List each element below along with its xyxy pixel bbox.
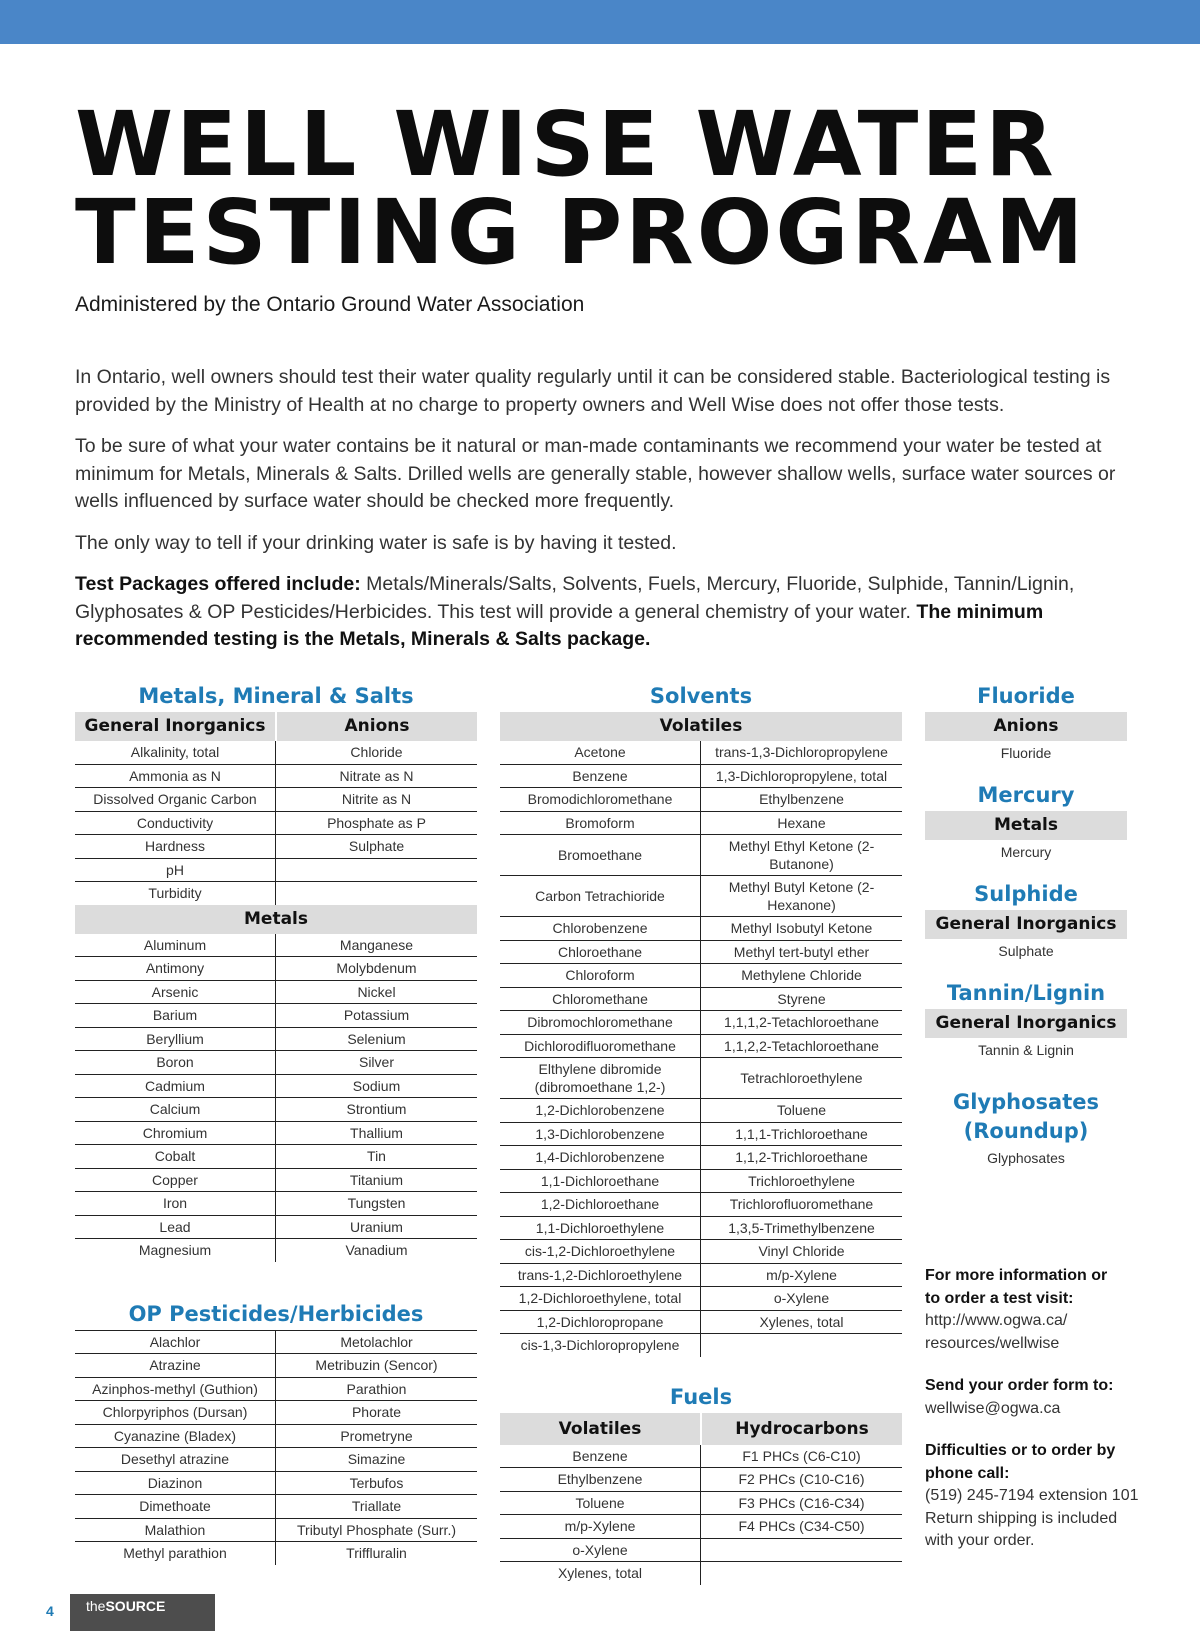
table-cell: Azinphos-methyl (Guthion) — [75, 1378, 276, 1402]
table-cell: Methylene Chloride — [701, 964, 902, 988]
metals-section-title: Metals, Mineral & Salts — [138, 684, 414, 708]
column-metals — [75, 680, 477, 1565]
intro-paragraph-2: To be sure of what your water contains be it natural or man-made contaminants we recommend your water be tested at minimum for Metals, Minerals & Salts. Drilled wells are generally stable, however shallow wells, surface water sources or wells influenced by surface water should be checked more frequently. — [75, 435, 1116, 512]
intro-paragraph-1: In Ontario, well owners should test their water quality regularly until it can be considered stable. Bacteriological testing is provided by the Ministry of Health at no charge to property owners and Well Wise does not offer those tests. — [75, 366, 1111, 416]
metals-header: Metals — [244, 908, 308, 929]
table-cell: Calcium — [75, 1098, 276, 1122]
phone-heading-2: phone call: — [925, 1464, 1010, 1482]
table-cell: Arsenic — [75, 981, 276, 1005]
table-cell: Chlorobenzene — [500, 917, 701, 941]
table-cell: Beryllium — [75, 1028, 276, 1052]
sulphide-item: Sulphate — [998, 943, 1054, 959]
table-cell: Dimethoate — [75, 1495, 276, 1519]
table-cell: o-Xylene — [500, 1539, 701, 1563]
table-cell: Benzene — [500, 1445, 701, 1469]
general-inorganics-header: General Inorganics — [75, 712, 277, 741]
table-cell: Boron — [75, 1051, 276, 1075]
table-cell: Triallate — [276, 1495, 477, 1519]
contact-info — [925, 1265, 1145, 1573]
brand-the: the — [86, 1598, 106, 1614]
table-cell — [701, 1539, 902, 1563]
table-cell: F2 PHCs (C10-C16) — [701, 1468, 902, 1492]
table-cell: Dibromochloromethane — [500, 1011, 701, 1035]
table-cell: 1,1-Dichloroethylene — [500, 1217, 701, 1241]
more-info-block — [925, 1265, 1145, 1355]
table-cell: Atrazine — [75, 1354, 276, 1378]
table-cell: Malathion — [75, 1519, 276, 1543]
table-cell: 1,2-Dichloroethane — [500, 1193, 701, 1217]
table-cell: F1 PHCs (C6-C10) — [701, 1445, 902, 1469]
table-cell: Metribuzin (Sencor) — [276, 1354, 477, 1378]
send-order-heading: Send your order form to: — [925, 1377, 1114, 1394]
solvents-table — [500, 741, 902, 1357]
table-cell: Barium — [75, 1004, 276, 1028]
table-cell: Parathion — [276, 1378, 477, 1402]
table-cell: Trichloroethylene — [701, 1170, 902, 1194]
table-cell: m/p-Xylene — [500, 1515, 701, 1539]
fuels-section-title: Fuels — [669, 1384, 733, 1409]
tannin-header-row — [925, 1009, 1127, 1038]
table-cell — [701, 1334, 902, 1357]
phone-number: (519) 245-7194 extension 101 — [925, 1487, 1139, 1504]
fuels-table — [500, 1445, 902, 1585]
table-cell: Terbufos — [276, 1472, 477, 1496]
table-cell — [276, 859, 477, 883]
table-cell: Sulphate — [276, 835, 477, 859]
table-cell: Benzene — [500, 765, 701, 789]
table-cell: Nickel — [276, 981, 477, 1005]
table-cell: Ethylbenzene — [500, 1468, 701, 1492]
table-cell — [701, 1562, 902, 1585]
table-cell: Elthylene dibromide (dibromoethane 1,2-) — [500, 1058, 701, 1099]
volatiles-header: Volatiles — [659, 716, 743, 736]
metals-subheader-row — [75, 905, 477, 934]
anions-header: Anions — [277, 712, 477, 741]
table-cell: Toluene — [500, 1492, 701, 1516]
table-cell: Hexane — [701, 812, 902, 836]
table-cell: Simazine — [276, 1448, 477, 1472]
table-cell: Chromium — [75, 1122, 276, 1146]
metals-header-row — [75, 712, 477, 741]
table-cell: Aluminum — [75, 934, 276, 958]
table-cell: Dichlorodifluoromethane — [500, 1035, 701, 1059]
table-cell: 1,1,1,2-Tetachloroethane — [701, 1011, 902, 1035]
table-cell — [276, 882, 477, 905]
op-section-title: OP Pesticides/Herbicides — [128, 1301, 424, 1326]
table-cell: Iron — [75, 1192, 276, 1216]
table-cell: Toluene — [701, 1099, 902, 1123]
metals-table-2 — [75, 934, 477, 1262]
email-link[interactable]: wellwise@ogwa.ca — [925, 1399, 1061, 1417]
table-cell: 1,3-Dichloropropylene, total — [701, 765, 902, 789]
table-cell: trans-1,2-Dichloroethylene — [500, 1264, 701, 1288]
table-cell: F4 PHCs (C34-C50) — [701, 1515, 902, 1539]
table-cell: Dissolved Organic Carbon — [75, 788, 276, 812]
fluoride-header-row — [925, 712, 1127, 741]
top-color-bar — [0, 0, 1200, 44]
table-cell: Nitrite as N — [276, 788, 477, 812]
shipping-note-2: with your order. — [925, 1532, 1035, 1549]
table-cell: Silver — [276, 1051, 477, 1075]
table-cell: Copper — [75, 1169, 276, 1193]
phone-block — [925, 1440, 1145, 1553]
table-cell: cis-1,2-Dichloroethylene — [500, 1240, 701, 1264]
table-cell: pH — [75, 859, 276, 883]
glyphosates-title-line-1: Glyphosates — [953, 1090, 1099, 1114]
table-cell: Cyanazine (Bladex) — [75, 1425, 276, 1449]
glyphosates-title-line-2: (Roundup) — [963, 1119, 1089, 1143]
table-cell: Ethylbenzene — [701, 788, 902, 812]
metals-table-1 — [75, 741, 477, 905]
table-cell: cis-1,3-Dichloropropylene — [500, 1334, 701, 1357]
table-cell: Prometryne — [276, 1425, 477, 1449]
packages-text: Metals/Minerals/Salts, Solvents, Fuels, Mercury, Fluoride, Sulphide, Tannin/Lignin, Glyphosates & OP Pesticides/Herbicides. This test will provide a general chemistry of your water. — [75, 573, 1075, 623]
table-cell: Bromoethane — [500, 835, 701, 876]
table-cell: Xylenes, total — [500, 1562, 701, 1585]
table-cell: Vinyl Chloride — [701, 1240, 902, 1264]
more-info-heading-1: For more information or — [925, 1267, 1108, 1284]
table-cell: Turbidity — [75, 882, 276, 905]
table-cell: Alachlor — [75, 1331, 276, 1355]
sulphide-section-title: Sulphide — [974, 882, 1078, 906]
table-cell: 1,2-Dichlorobenzene — [500, 1099, 701, 1123]
packages-label: Test Packages offered include: — [75, 573, 361, 595]
mercury-metals-header: Metals — [994, 815, 1058, 835]
phone-heading-1: Difficulties or to order by — [925, 1442, 1116, 1459]
table-cell: 1,4-Dichlorobenzene — [500, 1146, 701, 1170]
table-cell: Tin — [276, 1145, 477, 1169]
table-cell: Desethyl atrazine — [75, 1448, 276, 1472]
table-cell: 1,1-Dichloroethane — [500, 1170, 701, 1194]
table-cell: Bromodichloromethane — [500, 788, 701, 812]
page-subtitle: Administered by the Ontario Ground Water Association — [75, 293, 585, 316]
solvents-header-row — [500, 712, 902, 741]
fluoride-anions-header: Anions — [993, 716, 1059, 736]
table-cell: 1,2-Dichloropropane — [500, 1311, 701, 1335]
table-cell: Trichlorofluoromethane — [701, 1193, 902, 1217]
table-cell: trans-1,3-Dichloropropylene — [701, 741, 902, 765]
shipping-note-1: Return shipping is included — [925, 1509, 1118, 1527]
hydrocarbons-header: Hydrocarbons — [702, 1413, 902, 1445]
title-line-2: TESTING PROGRAM — [75, 180, 1087, 284]
mercury-header-row — [925, 811, 1127, 840]
table-cell: Alkalinity, total — [75, 741, 276, 765]
table-cell: Carbon Tetrachioride — [500, 876, 701, 917]
table-cell: Cadmium — [75, 1075, 276, 1099]
table-cell: Chloroethane — [500, 941, 701, 965]
table-cell: Magnesium — [75, 1239, 276, 1262]
table-cell: Styrene — [701, 988, 902, 1012]
table-cell: Methyl Butyl Ketone (2-Hexanone) — [701, 876, 902, 917]
minimum-recommendation: The minimum recommended testing is the Metals, Minerals & Salts package. — [75, 600, 1044, 650]
table-cell: 1,2-Dichloroethylene, total — [500, 1287, 701, 1311]
fluoride-section-title: Fluoride — [977, 684, 1075, 708]
brand-source: SOURCE — [105, 1598, 166, 1614]
tannin-item: Tannin & Lignin — [978, 1042, 1074, 1058]
table-cell: F3 PHCs (C16-C34) — [701, 1492, 902, 1516]
table-cell: Triffluralin — [346, 1545, 407, 1562]
table-cell: Titanium — [276, 1169, 477, 1193]
table-cell: m/p-Xylene — [701, 1264, 902, 1288]
table-cell: Bromoform — [500, 812, 701, 836]
table-cell: Tributyl Phosphate (Surr.) — [276, 1519, 477, 1543]
table-cell: Thallium — [276, 1122, 477, 1146]
tannin-section-title: Tannin/Lignin — [946, 981, 1106, 1005]
solvents-section-title: Solvents — [649, 684, 753, 708]
table-cell: Hardness — [75, 835, 276, 859]
page-footer — [0, 1594, 1200, 1631]
table-cell: Potassium — [276, 1004, 477, 1028]
table-cell: Chloroform — [500, 964, 701, 988]
table-cell: Antimony — [75, 957, 276, 981]
table-cell: 1,1,2,2-Tetachloroethane — [701, 1035, 902, 1059]
table-cell: Chloromethane — [500, 988, 701, 1012]
table-cell: Ammonia as N — [75, 765, 276, 789]
website-link-2[interactable]: resources/wellwise — [925, 1334, 1060, 1352]
table-cell: Molybdenum — [276, 957, 477, 981]
table-cell: Metolachlor — [276, 1331, 477, 1355]
table-cell: 1,3-Dichlorobenzene — [500, 1123, 701, 1147]
table-cell: Phorate — [276, 1401, 477, 1425]
intro-paragraph-3: The only way to tell if your drinking water is safe is by having it tested. — [75, 531, 677, 554]
fuels-header-row — [500, 1413, 902, 1445]
send-order-block — [925, 1375, 1145, 1420]
column-solvents — [500, 680, 902, 1585]
fuels-volatiles-header: Volatiles — [500, 1413, 702, 1445]
table-cell: o-Xylene — [701, 1287, 902, 1311]
op-table — [75, 1331, 477, 1565]
website-link-1[interactable]: http://www.ogwa.ca/ — [925, 1312, 1068, 1329]
table-cell: Conductivity — [75, 812, 276, 836]
table-cell: Methyl tert-butyl ether — [701, 941, 902, 965]
table-cell: Uranium — [276, 1216, 477, 1240]
table-cell: 1,1,1-Trichloroethane — [701, 1123, 902, 1147]
title-line-1: WELL WISE WATER — [75, 92, 1057, 196]
table-cell: Selenium — [276, 1028, 477, 1052]
more-info-heading-2: to order a test visit: — [925, 1289, 1074, 1307]
table-cell: Lead — [75, 1216, 276, 1240]
page-number: 4 — [46, 1603, 54, 1619]
page-title — [75, 92, 1135, 284]
table-cell: Methyl Isobutyl Ketone — [701, 917, 902, 941]
table-cell: Nitrate as N — [276, 765, 477, 789]
table-cell: Methyl parathion — [75, 1542, 276, 1565]
publication-brand — [70, 1594, 215, 1631]
mercury-section-title: Mercury — [977, 783, 1075, 807]
table-cell: 1,3,5-Trimethylbenzene — [701, 1217, 902, 1241]
intro-paragraph-4 — [75, 571, 1155, 654]
table-cell: Sodium — [276, 1075, 477, 1099]
table-cell: Cobalt — [75, 1145, 276, 1169]
mercury-item: Mercury — [1000, 844, 1052, 860]
table-cell: Methyl Ethyl Ketone (2-Butanone) — [701, 835, 902, 876]
table-cell: Phosphate as P — [276, 812, 477, 836]
table-cell: Tungsten — [276, 1192, 477, 1216]
table-cell: Chloride — [276, 741, 477, 765]
table-cell: Manganese — [276, 934, 477, 958]
table-cell: Tetrachloroethylene — [701, 1058, 902, 1099]
table-cell: Strontium — [276, 1098, 477, 1122]
intro-text — [75, 364, 1155, 668]
table-cell: Diazinon — [75, 1472, 276, 1496]
table-cell: Chlorpyriphos (Dursan) — [75, 1401, 276, 1425]
fluoride-item: Fluoride — [1000, 745, 1052, 761]
sulphide-inorganics-header: General Inorganics — [935, 914, 1117, 934]
sulphide-header-row — [925, 910, 1127, 939]
table-cell: 1,1,2-Trichloroethane — [701, 1146, 902, 1170]
table-cell: Xylenes, total — [701, 1311, 902, 1335]
column-other — [925, 680, 1127, 1170]
tannin-inorganics-header: General Inorganics — [935, 1013, 1117, 1033]
glyphosates-item: Glyphosates — [987, 1150, 1065, 1166]
table-cell: Vanadium — [345, 1242, 408, 1259]
table-cell: Acetone — [500, 741, 701, 765]
